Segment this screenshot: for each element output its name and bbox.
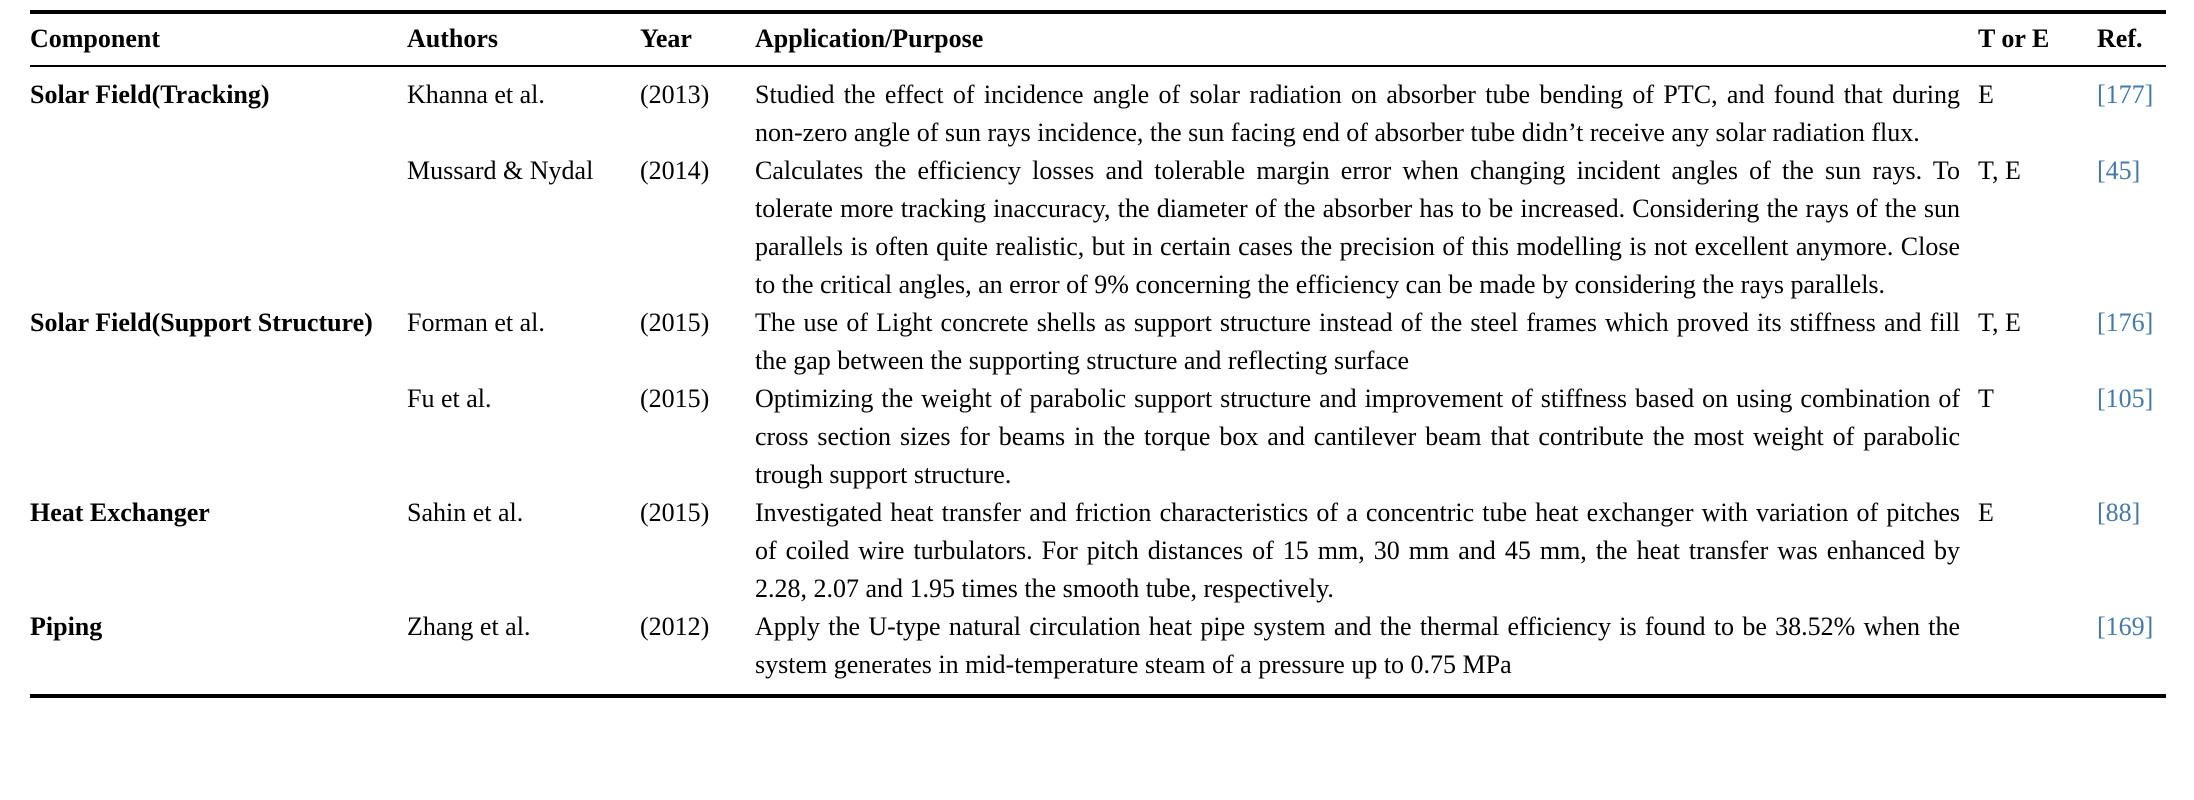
application-cell: Optimizing the weight of parabolic support structure and improvement of stiffness based on using combination of cross section sizes for beams in the torque box and cantilever beam that contribute the most weight of parabolic trough support structure. (755, 384, 1960, 489)
t-or-e-cell: T (1978, 384, 1994, 413)
ref-cell (2097, 304, 2166, 342)
year-cell: (2015) (640, 384, 710, 413)
table-row (30, 152, 2166, 304)
authors-cell: Zhang et al. (407, 612, 531, 641)
application-cell: The use of Light concrete shells as support structure instead of the steel frames which proved its stiffness and fill the gap between the supporting structure and reflecting surface (755, 308, 1960, 375)
application-cell: Calculates the efficiency losses and tolerable margin error when changing incident angles of the sun rays. To tolerate more tracking inaccuracy, the diameter of the absorber has to be increased. Considering the rays of the sun parallels is often quite realistic, but in certain cases the precision of this modelling is not excellent anymore. Close to the critical angles, an error of 9% concerning the efficiency can be made by considering the rays parallels. (755, 156, 1960, 299)
header-application: Application/Purpose (755, 24, 984, 53)
year-cell: (2015) (640, 498, 710, 527)
ref-cell (2097, 494, 2166, 532)
authors-cell: Sahin et al. (407, 498, 524, 527)
authors-cell: Forman et al. (407, 308, 545, 337)
table-row (30, 380, 2166, 494)
ref-link[interactable]: [177] (2097, 80, 2154, 109)
component-cell: Piping (30, 612, 103, 641)
year-cell: (2012) (640, 612, 710, 641)
authors-cell: Mussard & Nydal (407, 156, 594, 185)
authors-cell: Khanna et al. (407, 80, 545, 109)
t-or-e-cell: E (1978, 80, 1994, 109)
component-cell: Heat Exchanger (30, 498, 210, 527)
t-or-e-cell: T, E (1978, 308, 2021, 337)
ref-cell (2097, 152, 2166, 190)
ref-link[interactable]: [169] (2097, 612, 2154, 641)
ref-link[interactable]: [176] (2097, 308, 2154, 337)
ref-cell (2097, 76, 2166, 114)
header-authors: Authors (407, 24, 499, 53)
ref-link[interactable]: [88] (2097, 498, 2141, 527)
component-cell (30, 380, 407, 381)
t-or-e-cell: E (1978, 498, 1994, 527)
table-body (30, 67, 2166, 694)
ref-cell (2097, 608, 2166, 646)
header-component: Component (30, 24, 161, 53)
year-cell: (2013) (640, 80, 710, 109)
year-cell: (2014) (640, 156, 710, 185)
authors-cell: Fu et al. (407, 384, 492, 413)
application-cell: Investigated heat transfer and friction characteristics of a concentric tube heat exchanger with variation of pitches of coiled wire turbulators. For pitch distances of 15 mm, 30 mm and 45 mm, the heat transfer was enhanced by 2.28, 2.07 and 1.95 times the smooth tube, respectively. (755, 498, 1960, 603)
t-or-e-cell (1978, 608, 2097, 609)
component-cell: Solar Field(Support Structure) (30, 308, 373, 337)
year-cell: (2015) (640, 308, 710, 337)
table-header-row (30, 14, 2166, 67)
ref-cell (2097, 380, 2166, 418)
ref-link[interactable]: [45] (2097, 156, 2141, 185)
literature-review-table (30, 10, 2166, 698)
t-or-e-cell: T, E (1978, 156, 2021, 185)
application-cell: Studied the effect of incidence angle of solar radiation on absorber tube bending of PTC, and found that during non-zero angle of sun rays incidence, the sun facing end of absorber tube didn’t receive any solar radiation flux. (755, 80, 1960, 147)
ref-link[interactable]: [105] (2097, 384, 2154, 413)
table-row (30, 608, 2166, 684)
table-row (30, 494, 2166, 608)
header-year: Year (640, 24, 692, 53)
application-cell: Apply the U-type natural circulation heat pipe system and the thermal efficiency is found to be 38.52% when the system generates in mid-temperature steam of a pressure up to 0.75 MPa (755, 612, 1960, 679)
paper-table-page (0, 10, 2194, 698)
component-cell: Solar Field(Tracking) (30, 80, 270, 109)
header-ref: Ref. (2097, 24, 2143, 53)
component-cell (30, 152, 407, 153)
table-row (30, 304, 2166, 380)
table-row (30, 76, 2166, 152)
header-t-or-e: T or E (1978, 24, 2050, 53)
